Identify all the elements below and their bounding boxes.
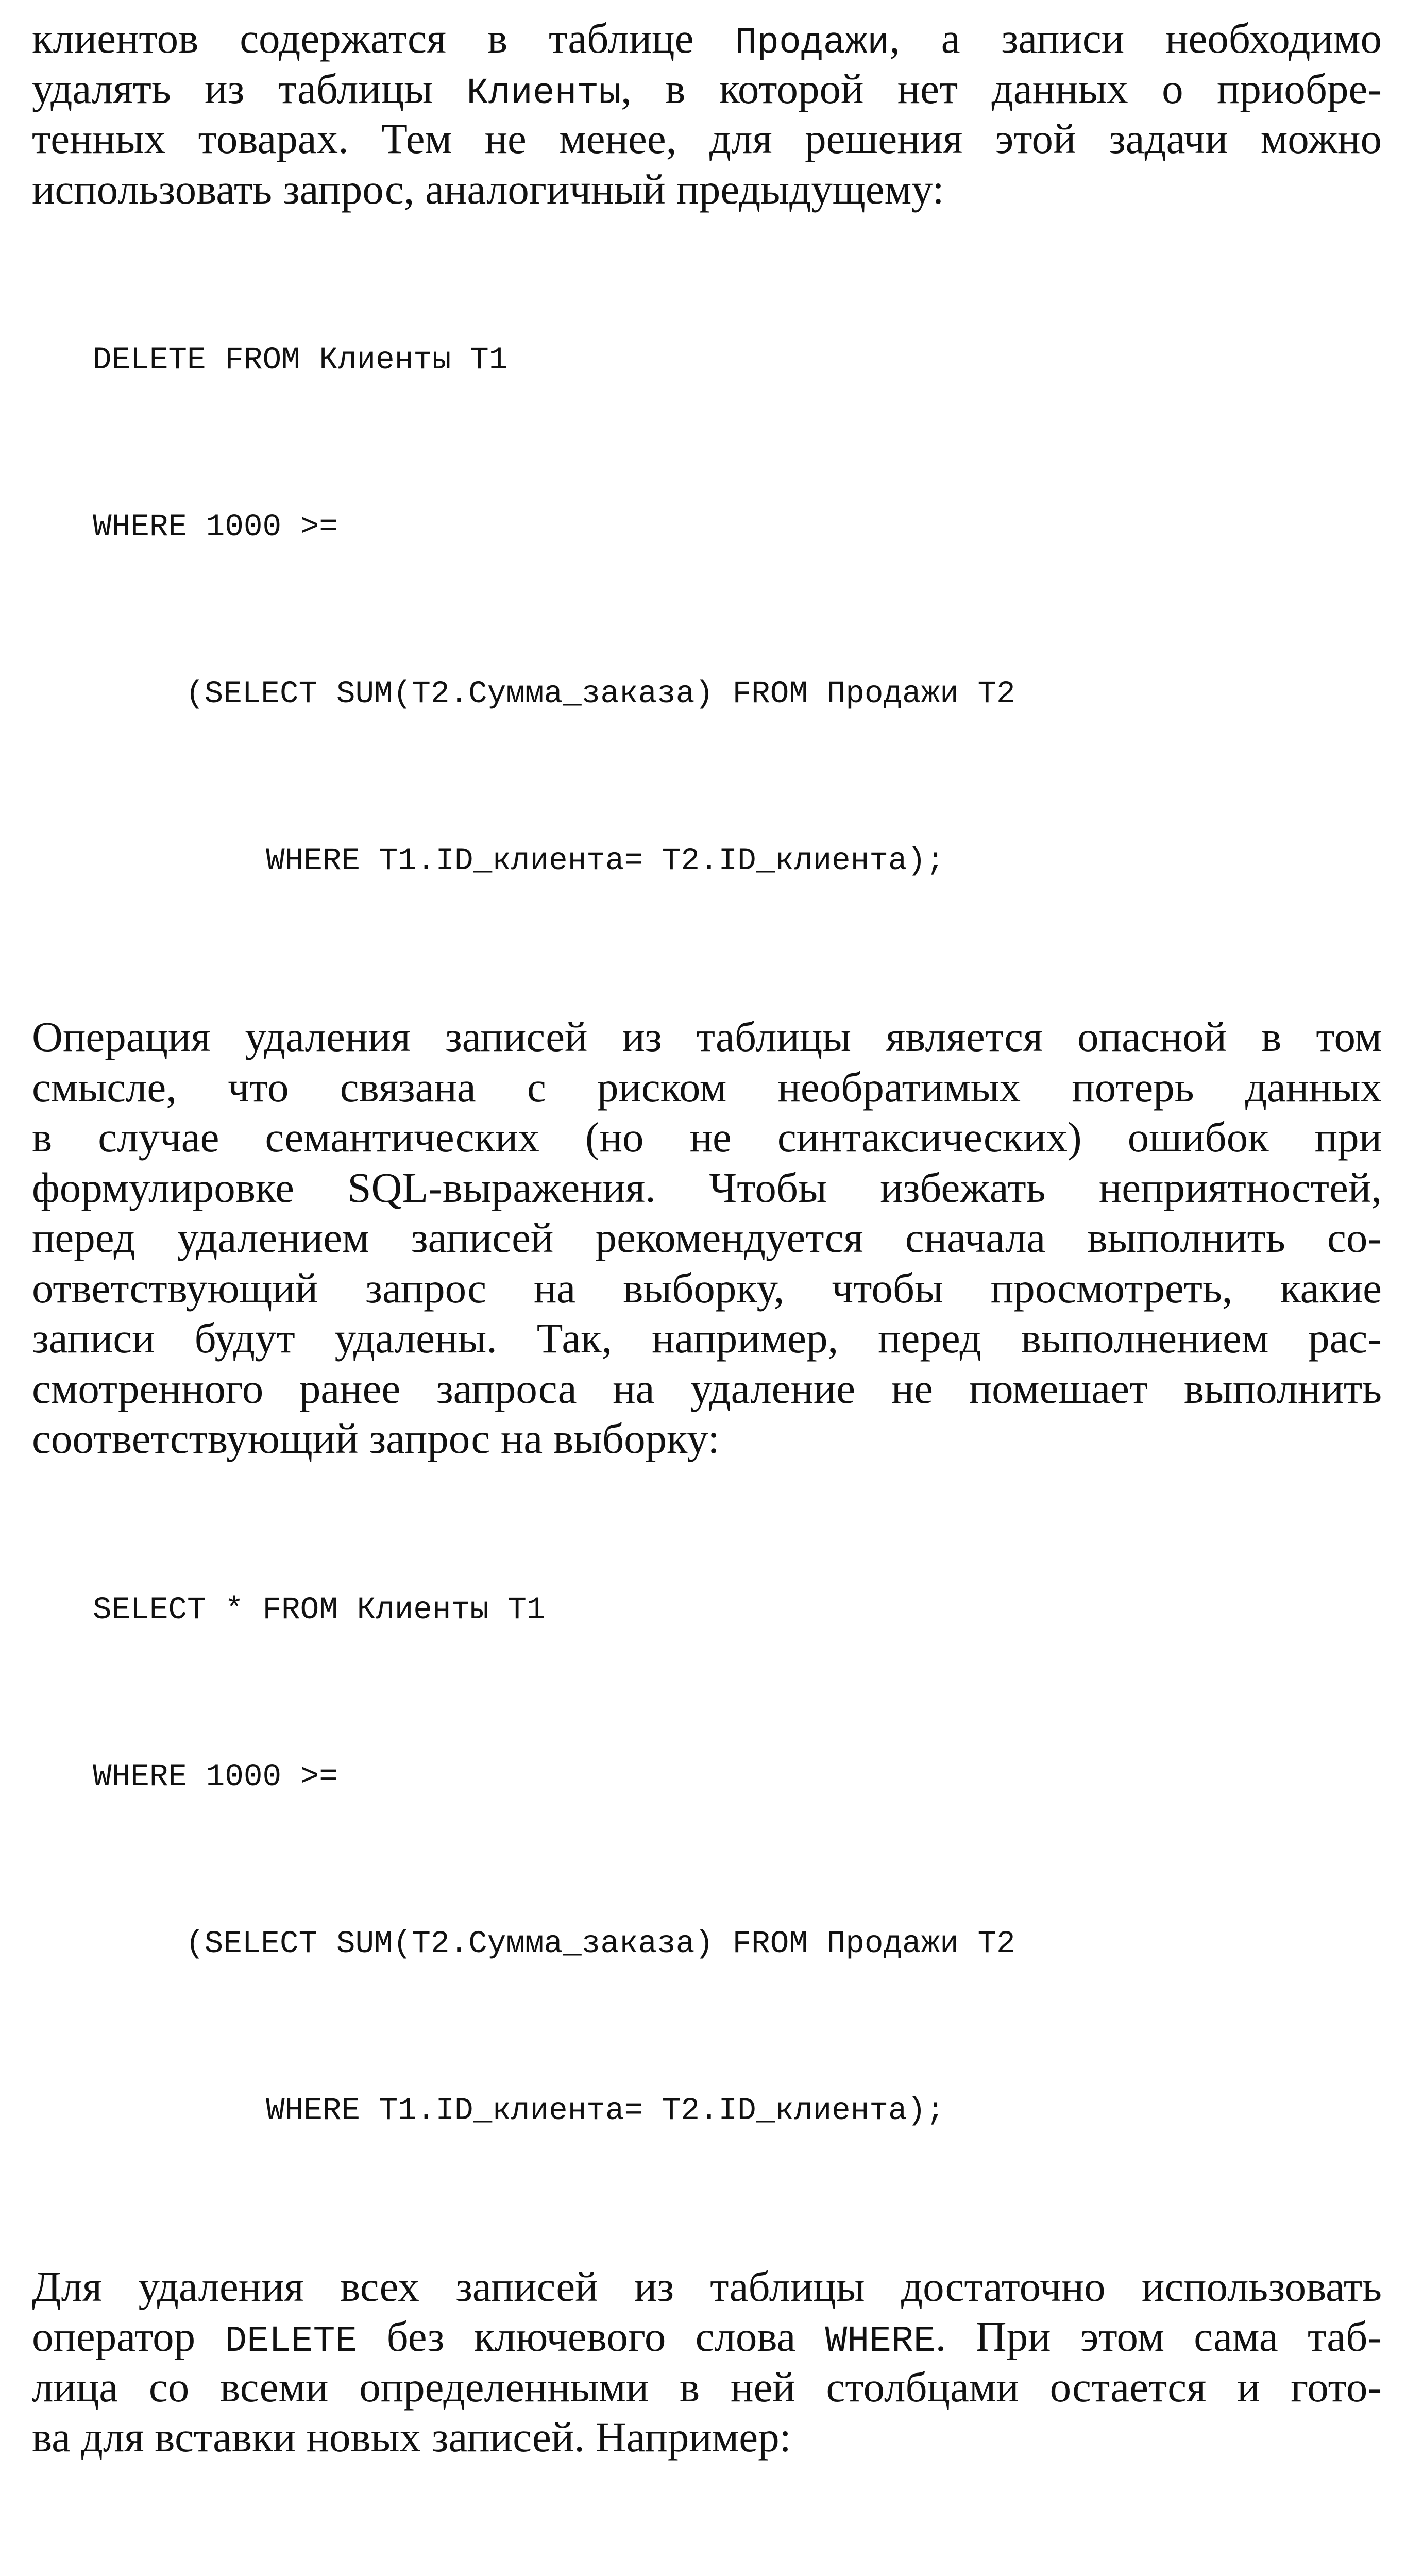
code-line: SELECT * FROM Клиенты T1 [32, 1583, 1382, 1638]
code-block-3 [32, 2470, 1382, 2576]
paragraph-2 [32, 1012, 1382, 1464]
inline-code: Продажи [735, 23, 889, 64]
text-line: смотренного ранее запроса на удаление не помешает выполнить [32, 1364, 1382, 1414]
text-line: перед удалением записей рекомендуется сначала выполнить со- [32, 1213, 1382, 1263]
inline-code: WHERE [825, 2321, 936, 2362]
code-line: DELETE FROM Клиенты T1 [32, 333, 1382, 388]
text-line: Операция удаления записей из таблицы является опасной в том [32, 1012, 1382, 1062]
text-line: записи будут удалены. Так, например, перед выполнением рас- [32, 1313, 1382, 1364]
code-line: WHERE 1000 >= [32, 1750, 1382, 1805]
text-line: в случае семантических (но не синтаксических) ошибок при [32, 1112, 1382, 1163]
code-block-1 [32, 222, 1382, 1001]
code-block-2 [32, 1471, 1382, 2250]
text-line: лица со всеми определенными в ней столбцами остается и гото- [32, 2362, 1382, 2413]
text-line: ответствующий запрос на выборку, чтобы просмотреть, какие [32, 1263, 1382, 1314]
text-line: использовать запрос, аналогичный предыдущему: [32, 164, 1382, 215]
code-line: WHERE T1.ID_клиента= T2.ID_клиента); [32, 834, 1382, 889]
code-line: (SELECT SUM(T2.Сумма_заказа) FROM Продажи T2 [32, 667, 1382, 722]
text-line: клиентов содержатся в таблице Продажи, а записи необходимо [32, 13, 1382, 64]
text-line: Для удаления всех записей из таблицы достаточно использовать [32, 2262, 1382, 2312]
inline-code: Клиенты [466, 73, 621, 114]
paragraph-3 [32, 2262, 1382, 2463]
code-line: (SELECT SUM(T2.Сумма_заказа) FROM Продажи T2 [32, 1917, 1382, 1972]
code-line: WHERE T1.ID_клиента= T2.ID_клиента); [32, 2083, 1382, 2139]
text-line: оператор DELETE без ключевого слова WHERE. При этом сама таб- [32, 2312, 1382, 2362]
paragraph-1 [32, 13, 1382, 214]
inline-code: DELETE [225, 2321, 357, 2362]
text-line: соответствующий запрос на выборку: [32, 1414, 1382, 1464]
code-line: WHERE 1000 >= [32, 500, 1382, 555]
text-line: смысле, что связана с риском необратимых потерь данных [32, 1062, 1382, 1113]
text-line: ва для вставки новых записей. Например: [32, 2412, 1382, 2463]
text-line: удалять из таблицы Клиенты, в которой нет данных о приобре- [32, 64, 1382, 114]
text-line: формулировке SQL-выражения. Чтобы избежать неприятностей, [32, 1163, 1382, 1213]
text-line: тенных товарах. Тем не менее, для решения этой задачи можно [32, 114, 1382, 164]
document-page [32, 13, 1382, 2576]
